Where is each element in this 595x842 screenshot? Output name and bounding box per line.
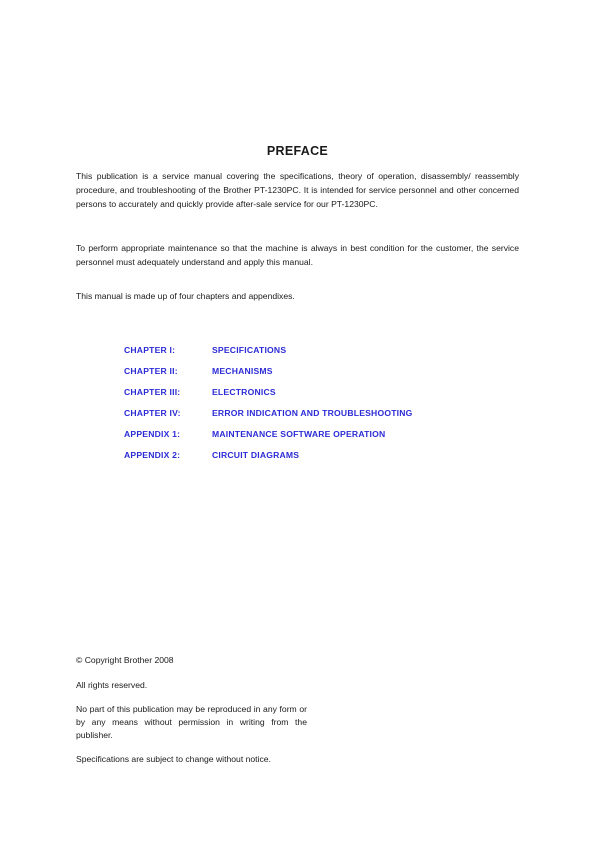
copyright-block [76, 654, 316, 766]
maintenance-paragraph: To perform appropriate maintenance so that the machine is always in best condition for the customer, the service personnel must adequately understand and apply this manual. [76, 243, 519, 267]
toc-label: APPENDIX 2: [124, 449, 181, 460]
toc-title: ERROR INDICATION AND TROUBLESHOOTING [212, 407, 413, 418]
toc-link-appendix-1[interactable] [124, 423, 504, 444]
toc-link-chapter-4[interactable] [124, 402, 504, 423]
toc-label: CHAPTER II: [124, 365, 178, 376]
toc-title: MAINTENANCE SOFTWARE OPERATION [212, 428, 386, 439]
toc-link-chapter-1[interactable] [124, 339, 504, 360]
toc-link-appendix-2[interactable] [124, 444, 504, 465]
toc-title: MECHANISMS [212, 365, 273, 376]
toc-title: CIRCUIT DIAGRAMS [212, 449, 300, 460]
page-title: PREFACE [266, 144, 329, 159]
table-of-contents [124, 339, 504, 465]
structure-paragraph: This manual is made up of four chapters and appendixes. [76, 291, 295, 301]
specifications-notice: Specifications are subject to change without notice. [76, 754, 271, 764]
toc-link-chapter-2[interactable] [124, 360, 504, 381]
reproduction-notice: No part of this publication may be reproduced in any form or by any means without permission in writing from the publisher. [76, 704, 307, 740]
toc-title: SPECIFICATIONS [212, 344, 287, 355]
toc-label: CHAPTER III: [124, 386, 181, 397]
toc-link-chapter-3[interactable] [124, 381, 504, 402]
toc-label: CHAPTER I: [124, 344, 176, 355]
toc-label: CHAPTER IV: [124, 407, 181, 418]
toc-label: APPENDIX 1: [124, 428, 181, 439]
copyright-line: © Copyright Brother 2008 [76, 655, 174, 665]
intro-paragraph: This publication is a service manual covering the specifications, theory of operation, disassembly/ reassembly procedure, and troubleshooting of the Brother PT-1230PC. It is intended for service personnel and other concerned persons to accurately and quickly provide after-sale service for our PT-1230PC. [76, 171, 519, 209]
toc-title: ELECTRONICS [212, 386, 276, 397]
rights-reserved: All rights reserved. [76, 680, 148, 690]
